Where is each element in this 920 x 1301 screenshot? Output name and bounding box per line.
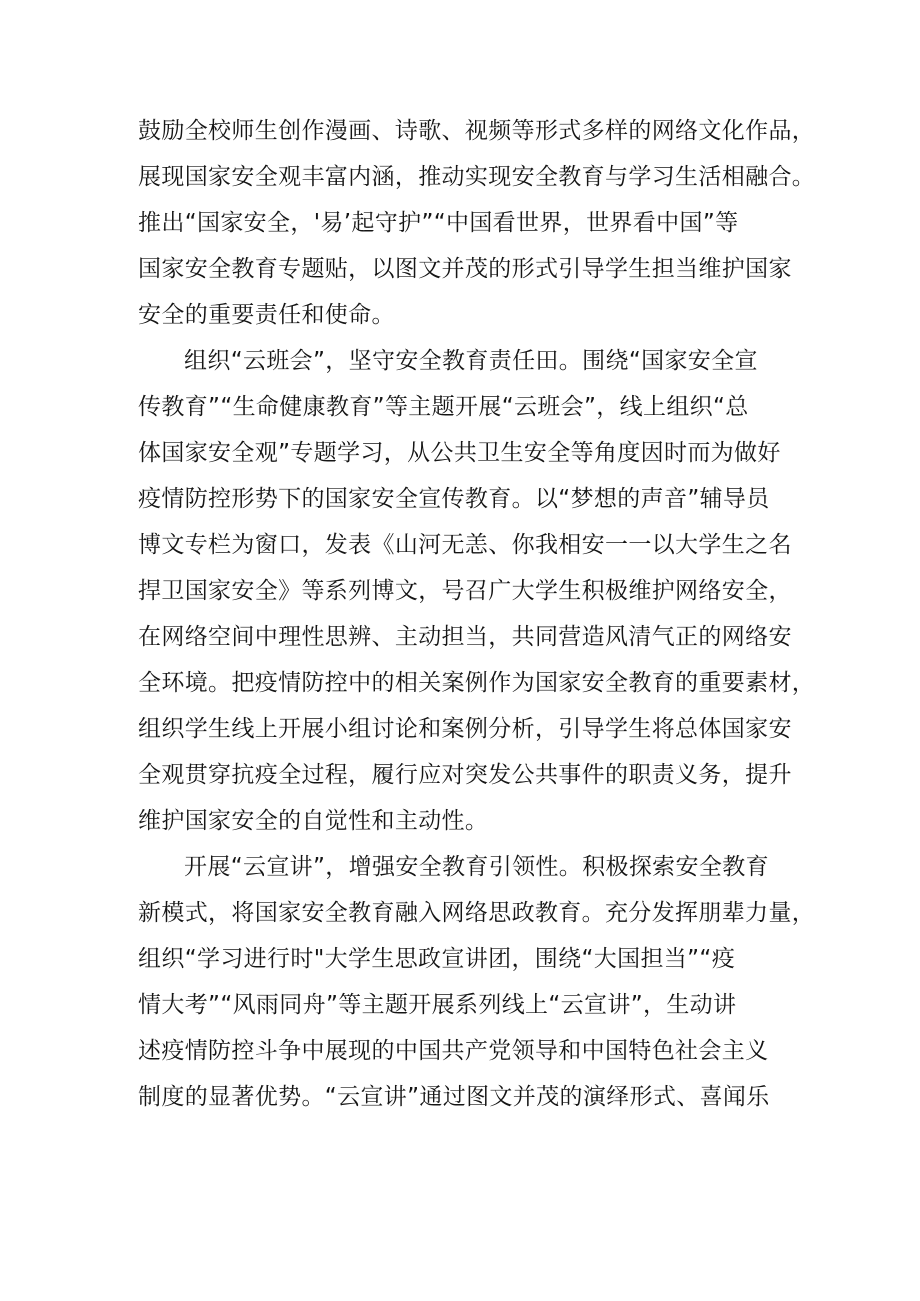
text-line: 维护国家安全的自觉性和主动性。 [138,808,489,834]
text-line: 组织“学习进行时"大学生思政宣讲团，围绕“大国担当”“疫 [138,946,736,972]
paragraph-start-line: 开展“云宣讲”，增强安全教育引领性。积极探索安全教育 [184,854,769,880]
text-line: 安全的重要责任和使命。 [138,302,395,328]
text-line: 疫情防控形势下的国家安全宣传教育。以“梦想的声音”辅导员 [138,486,770,512]
text-line: 体国家安全观”专题学习，从公共卫生安全等角度因时而为做好 [138,440,781,466]
text-line: 国家安全教育专题贴，以图文并茂的形式引导学生担当维护国家 [138,256,792,282]
text-line: 传教育”“生命健康教育”等主题开展“云班会”，线上组织“总 [138,394,749,420]
text-line: 推出“国家安全，'易’起守护”“中国看世界，世界看中国”等 [138,210,739,236]
paragraph-start-line: 组织“云班会”，坚守安全教育责任田。围绕“国家安全宣 [184,348,758,374]
text-line: 制度的显著优势。“云宣讲”通过图文并茂的演绎形式、喜闻乐 [138,1084,770,1110]
text-line: 在网络空间中理性思辨、主动担当，共同营造风清气正的网络安 [138,624,792,650]
text-line: 情大考”“风雨同舟”等主题开展系列线上“云宣讲”，生动讲 [138,992,737,1018]
text-line: 鼓励全校师生创作漫画、诗歌、视频等形式多样的网络文化作品， [138,118,816,144]
article-body [138,108,818,1120]
text-line: 展现国家安全观丰富内涵，推动实现安全教育与学习生活相融合。 [138,164,816,190]
text-line: 捍卫国家安全》等系列博文，号召广大学生积极维护网络安全， [138,578,792,604]
text-line: 组织学生线上开展小组讨论和案例分析，引导学生将总体国家安 [138,716,792,742]
text-line: 新模式，将国家安全教育融入网络思政教育。充分发挥朋辈力量， [138,900,816,926]
text-line: 述疫情防控斗争中展现的中国共产党领导和中国特色社会主义 [138,1038,769,1064]
text-line: 博文专栏为窗口，发表《山河无恙、你我相安一一以大学生之名 [138,532,792,558]
text-line: 全观贯穿抗疫全过程，履行应对突发公共事件的职责义务，提升 [138,762,792,788]
text-line: 全环境。把疫情防控中的相关案例作为国家安全教育的重要素材， [138,670,816,696]
